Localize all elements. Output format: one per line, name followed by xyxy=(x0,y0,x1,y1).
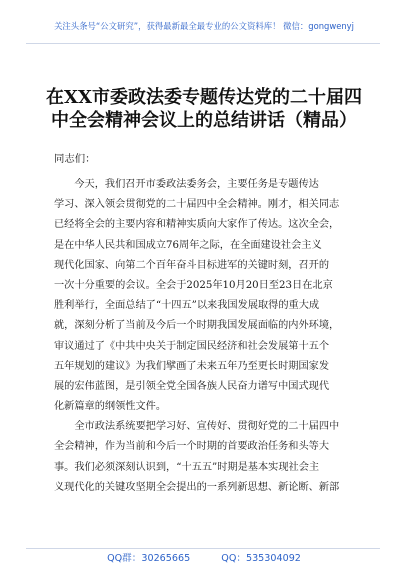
body-line: 事。我们必须深刻认识到，“十五五”时期是基本实现社会主 xyxy=(54,461,320,473)
body-line: 今天，我们召开市委政法委务会，主要任务是专题传达 xyxy=(54,179,319,190)
body-line: 学习、深入领会贯彻党的二十届四中全会精神。刚才，相关同志 xyxy=(54,199,340,211)
footer-qq: QQ：535304092 xyxy=(221,553,301,564)
body-line: 全会精神，作为当前和今后一个时期的首要政治任务和头等大 xyxy=(54,441,330,453)
title-line-2: 中全会精神会议上的总结讲话（精品） xyxy=(51,110,357,131)
body-line: 现代化国家、向第二个百年奋斗目标进军的关键时刻，召开的 xyxy=(54,259,330,271)
body-line: 全市政法系统要把学习好、宣传好、贯彻好党的二十届四中 xyxy=(54,421,340,433)
document-title xyxy=(26,86,382,132)
body-line: 审议通过了《中共中央关于制定国民经济和社会发展第十五个 xyxy=(54,340,330,352)
body-line: 是在中华人民共和国成立76周年之际，在全面建设社会主义 xyxy=(54,239,322,251)
body-line: 五年规划的建议》为我们擘画了未来五年乃至更长时期国家发 xyxy=(54,360,330,372)
body-text xyxy=(54,175,364,498)
header-banner: 关注头条号“公文研究”，获得最新最全最专业的公文资料库！ 微信：gongwenyj xyxy=(54,21,354,31)
body-line: 已经将全会的主要内容和精神实质向大家作了传达。这次全会， xyxy=(54,219,340,231)
body-line: 一次十分重要的会议。全会于2025年10月20日至23日在北京 xyxy=(54,279,333,291)
salutation: 同志们： xyxy=(54,153,96,165)
body-line: 化新篇章的纲领性文件。 xyxy=(54,401,167,413)
body-line: 胜利举行，全面总结了“十四五”以来我国发展取得的重大成 xyxy=(54,300,320,312)
body-line: 义现代化的关键攻坚期全会提出的一系列新思想、新论断、新部 xyxy=(54,481,340,493)
footer-qq-group: QQ群：30265665 xyxy=(107,553,191,564)
body-line: 就，深刻分析了当前及今后一个时期我国发展面临的内外环境， xyxy=(54,320,340,332)
body-line: 展的宏伟蓝图，是引领全党全国各族人民奋力谱写中国式现代 xyxy=(54,380,330,392)
header-divider xyxy=(26,43,380,44)
footer-divider xyxy=(26,548,380,549)
footer xyxy=(0,553,408,565)
title-line-1: 在XX市委政法委专题传达党的二十届四 xyxy=(46,87,362,108)
